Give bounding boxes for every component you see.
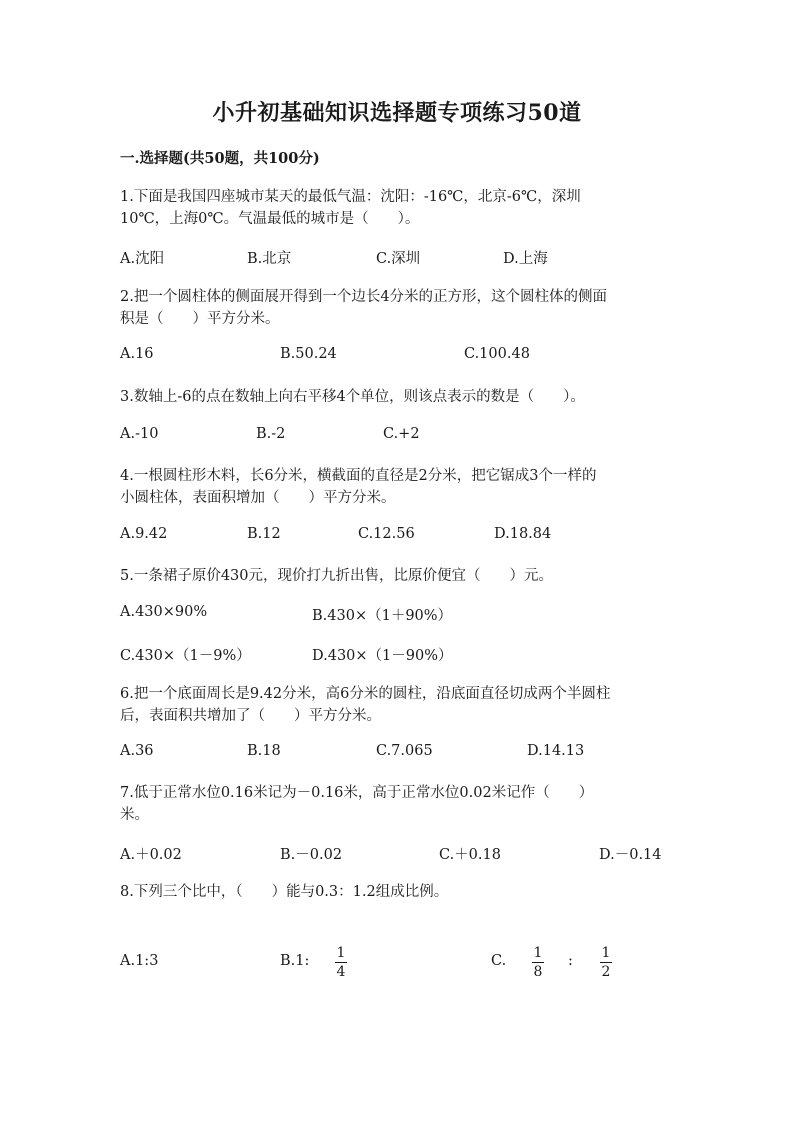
question-text: 4.一根圆柱形木料，长6分米，横截面的直径是2分米，把它锯成3个一样的 [120, 468, 597, 484]
option-c: C. [491, 953, 507, 969]
option-a: A.9.42 [120, 526, 168, 542]
option-a: A.沈阳 [120, 251, 165, 267]
fraction-numerator: 1 [336, 945, 346, 961]
option-d: D.18.84 [494, 526, 552, 542]
option-c: C.12.56 [358, 526, 415, 542]
fraction-one-half [600, 945, 612, 980]
question-text: 10℃，上海0℃。气温最低的城市是（ ）。 [120, 211, 420, 227]
question-text: 小圆柱体，表面积增加（ ）平方分米。 [120, 490, 396, 506]
fraction-denominator: 4 [336, 964, 346, 980]
question-text: 后，表面积共增加了（ ）平方分米。 [120, 708, 381, 724]
question-text: 3.数轴上-6的点在数轴上向右平移4个单位，则该点表示的数是（ ）。 [120, 389, 585, 405]
option-c: C.100.48 [464, 346, 530, 362]
option-d: D.上海 [503, 251, 548, 267]
question-text: 积是（ ）平方分米。 [120, 311, 280, 327]
option-b: B.18 [247, 743, 281, 759]
fraction-one-quarter [335, 945, 347, 980]
section-heading: 一.选择题(共50题，共100分) [120, 150, 320, 167]
fraction-bar [335, 962, 347, 963]
question-2 [120, 286, 680, 330]
option-a: A.＋0.02 [120, 847, 182, 863]
fraction-numerator: 1 [601, 945, 611, 961]
option-c: C.430×（1－9%） [120, 648, 251, 664]
question-text: 1.下面是我国四座城市某天的最低气温：沈阳：-16℃，北京-6℃，深圳 [120, 189, 581, 205]
question-text: 8.下列三个比中，（ ）能与0.3：1.2组成比例。 [120, 884, 449, 900]
option-b: B.1: [280, 953, 310, 969]
question-1 [120, 186, 680, 230]
question-6 [120, 683, 680, 727]
option-a: A.-10 [120, 426, 159, 442]
option-a: A.16 [120, 346, 154, 362]
ratio-colon: : [568, 953, 573, 969]
question-text: 7.低于正常水位0.16米记为－0.16米，高于正常水位0.02米记作（ ） [120, 785, 594, 801]
option-b: B.－0.02 [280, 847, 343, 863]
option-a: A.430×90% [120, 604, 208, 620]
question-text: 5.一条裙子原价430元，现价打九折出售，比原价便宜（ ）元。 [120, 568, 554, 584]
option-c: C.+2 [383, 426, 420, 442]
option-b: B.-2 [256, 426, 286, 442]
fraction-denominator: 8 [533, 964, 543, 980]
option-c: C.＋0.18 [439, 847, 501, 863]
question-5 [120, 565, 680, 587]
question-3 [120, 386, 680, 408]
question-text: 6.把一个底面周长是9.42分米，高6分米的圆柱，沿底面直径切成两个半圆柱 [120, 686, 611, 702]
option-a: A.36 [120, 743, 154, 759]
question-text: 2.把一个圆柱体的侧面展开得到一个边长4分米的正方形，这个圆柱体的侧面 [120, 289, 608, 305]
option-b: B.北京 [247, 251, 292, 267]
option-d: D.430×（1－90%） [312, 648, 453, 664]
fraction-bar [600, 962, 612, 963]
option-c: C.7.065 [376, 743, 433, 759]
page-title: 小升初基础知识选择题专项练习50道 [212, 100, 582, 126]
option-c: C.深圳 [376, 251, 421, 267]
option-a: A.1:3 [120, 953, 159, 969]
option-b: B.12 [247, 526, 281, 542]
option-b: B.430×（1＋90%） [312, 608, 453, 624]
fraction-denominator: 2 [601, 964, 611, 980]
option-b: B.50.24 [280, 346, 337, 362]
question-8 [120, 881, 680, 903]
option-d: D.14.13 [527, 743, 585, 759]
question-7 [120, 782, 680, 826]
option-d: D.－0.14 [599, 847, 662, 863]
fraction-one-eighth [532, 945, 544, 980]
question-text: 米。 [120, 807, 149, 823]
question-4 [120, 465, 680, 509]
fraction-numerator: 1 [533, 945, 543, 961]
fraction-bar [532, 962, 544, 963]
